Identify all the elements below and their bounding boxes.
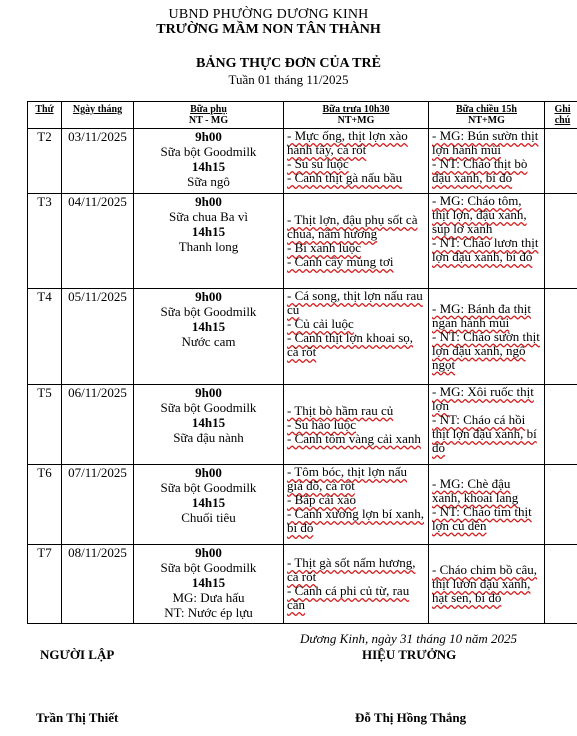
row-day: T2 — [28, 129, 62, 194]
row-day: T6 — [28, 465, 62, 545]
row-note — [545, 545, 577, 624]
row-lunch: - Mực ống, thịt lợn xào hành tây, cà rốt - Su su luộc - Canh thịt gà nấu bầu — [284, 129, 429, 194]
header-date: Ngày tháng — [62, 102, 134, 129]
row-date: 06/11/2025 — [62, 385, 134, 465]
table-row — [28, 385, 577, 465]
row-snack: 9h00 Sữa bột Goodmilk 14h15 Nước cam — [134, 289, 284, 385]
row-note — [545, 129, 577, 194]
row-snack: 9h00 Sữa bột Goodmilk 14h15 Sữa ngô — [134, 129, 284, 194]
row-afternoon: - MG: Xôi ruốc thịt lợn - NT: Cháo cá hồi thịt lợn đậu xanh, bí đỏ — [429, 385, 545, 465]
row-day: T4 — [28, 289, 62, 385]
header-snack: Bữa phụ NT - MG — [134, 102, 284, 129]
table-header-row — [28, 102, 577, 129]
preparer-name: Trần Thị Thiết — [36, 710, 119, 725]
principal-role: HIỆU TRƯỞNG — [362, 647, 457, 662]
row-lunch: - Thịt gà sốt nấm hương, cà rốt - Canh cá phi củ từ, rau cần — [284, 545, 429, 624]
signature-date: Dương Kinh, ngày 31 tháng 10 năm 2025 — [300, 631, 517, 646]
row-note — [545, 385, 577, 465]
row-afternoon: - MG: Bánh đa thịt ngan hành mùi - NT: Cháo sườn thịt lợn đậu xanh, ngô ngọt — [429, 289, 545, 385]
row-lunch: - Thịt bò hầm rau củ - Su hào luộc - Canh tôm vàng cải xanh — [284, 385, 429, 465]
row-note — [545, 289, 577, 385]
row-date: 05/11/2025 — [62, 289, 134, 385]
row-date: 08/11/2025 — [62, 545, 134, 624]
row-snack: 9h00 Sữa chua Ba vì 14h15 Thanh long — [134, 194, 284, 289]
row-lunch: - Tôm bóc, thịt lợn nấu giả đỗ, cà rốt - Bắp cải xào - Canh xương lợn bí xanh, bí đỏ — [284, 465, 429, 545]
row-day: T3 — [28, 194, 62, 289]
row-snack: 9h00 Sữa bột Goodmilk 14h15 Sữa đậu nành — [134, 385, 284, 465]
preparer-role: NGƯỜI LẬP — [40, 647, 115, 662]
table-row — [28, 129, 577, 194]
document-title: BẢNG THỰC ĐƠN CỦA TRẺ — [196, 56, 381, 71]
row-afternoon: - Cháo chim bồ câu, thịt lươn đậu xanh, hạt sen, bí đỏ — [429, 545, 545, 624]
table-row — [28, 465, 577, 545]
row-note — [545, 465, 577, 545]
row-date: 07/11/2025 — [62, 465, 134, 545]
row-date: 03/11/2025 — [62, 129, 134, 194]
header-lunch: Bữa trưa 10h30 NT+MG — [284, 102, 429, 129]
row-afternoon: - MG: Cháo tôm, thịt lợn, đậu xanh, súp lơ xanh - NT: Cháo lươn thịt lợn đậu xanh, bí đỏ — [429, 194, 545, 289]
header-afternoon: Bữa chiều 15h NT+MG — [429, 102, 545, 129]
document-week: Tuần 01 tháng 11/2025 — [228, 72, 349, 87]
row-snack: 9h00 Sữa bột Goodmilk 14h15 Chuối tiêu — [134, 465, 284, 545]
row-day: T5 — [28, 385, 62, 465]
table-row — [28, 194, 577, 289]
header-day: Thứ — [28, 102, 62, 129]
row-afternoon: - MG: Chè đậu xanh, khoai lang - NT: Cháo tim thịt lợn củ dền — [429, 465, 545, 545]
table-row — [28, 545, 577, 624]
principal-name: Đỗ Thị Hồng Thắng — [355, 710, 467, 725]
row-snack: 9h00 Sữa bột Goodmilk 14h15 MG: Dưa hấu NT: Nước ép lựu — [134, 545, 284, 624]
row-lunch: - Cá song, thịt lợn nấu rau củ - Củ cải luộc - Canh thịt lợn khoai sọ, cà rốt — [284, 289, 429, 385]
menu-table — [27, 101, 577, 624]
row-day: T7 — [28, 545, 62, 624]
school-name: TRƯỜNG MẦM NON TÂN THÀNH — [156, 22, 381, 37]
row-afternoon: - MG: Bún sườn thịt lợn hành mùi - NT: Cháo thịt bò đậu xanh, bí đỏ — [429, 129, 545, 194]
row-lunch: - Thịt lợn, đậu phụ sốt cà chua, nấm hương - Bí xanh luộc - Canh cây mùng tơi — [284, 194, 429, 289]
row-date: 04/11/2025 — [62, 194, 134, 289]
row-note — [545, 194, 577, 289]
header-note: Ghi chú — [545, 102, 577, 129]
table-row — [28, 289, 577, 385]
org-name: UBND PHƯỜNG DƯƠNG KINH — [168, 7, 369, 22]
